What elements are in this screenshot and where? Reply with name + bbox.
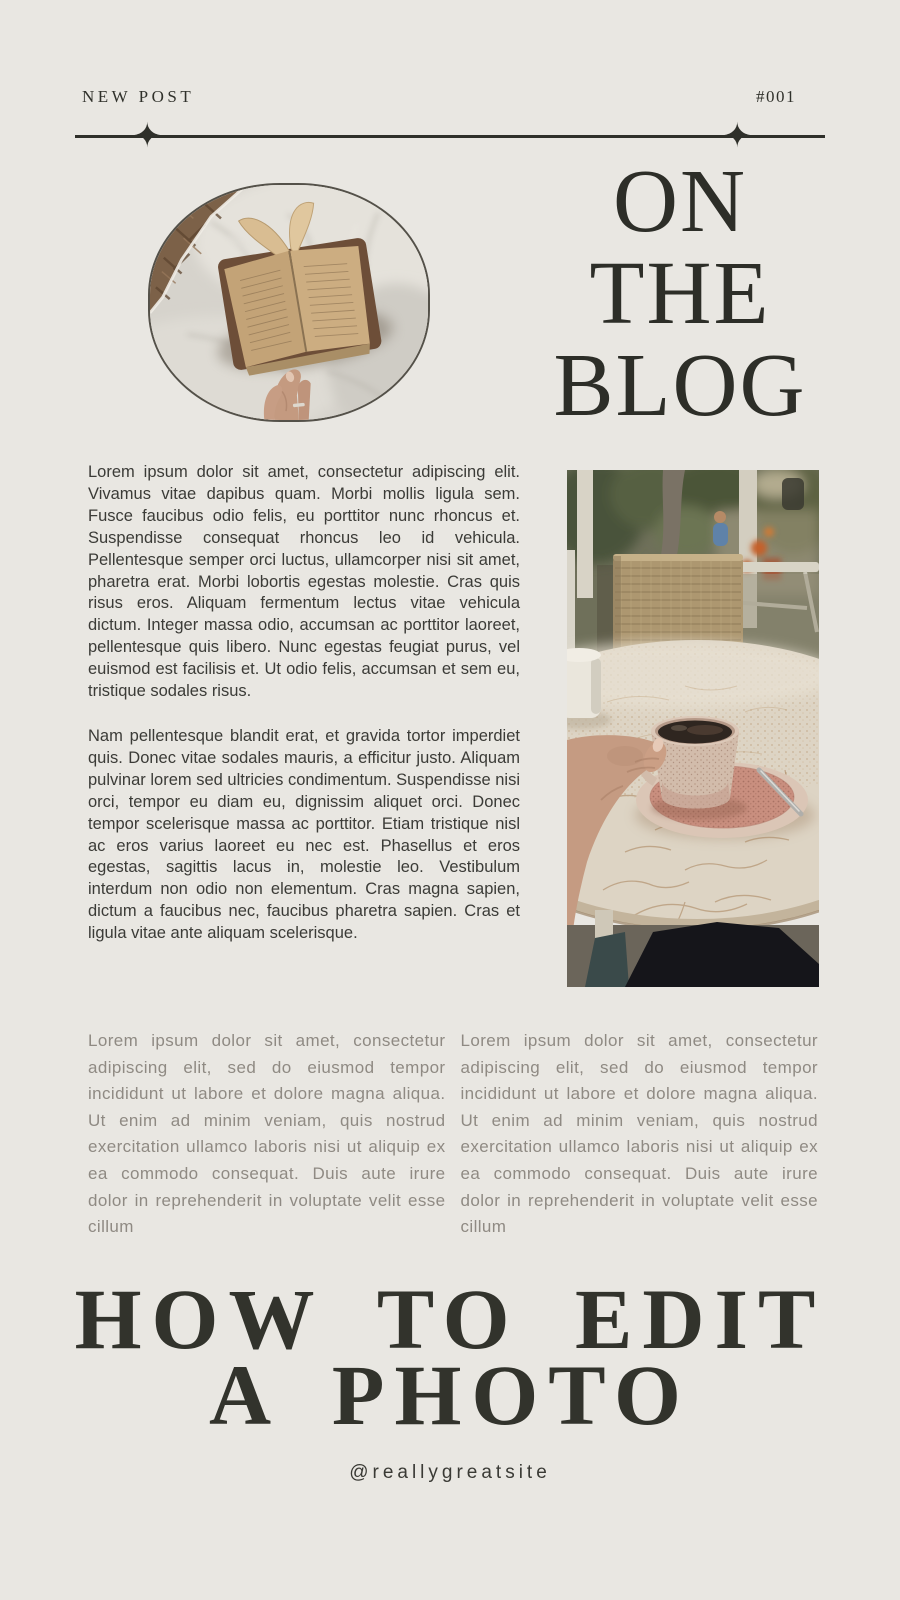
- blog-title-line: ON: [613, 152, 747, 251]
- footer-heading-line: A PHOTO: [209, 1347, 691, 1443]
- footer-heading: [0, 1271, 900, 1443]
- social-handle: @reallygreatsite: [349, 1462, 551, 1483]
- footer-heading-line: HOW TO EDIT: [74, 1271, 826, 1367]
- body-paragraph-2: Nam pellentesque blandit erat, et gravida tortor imperdiet quis. Donec vitae sodales mauris, a efficitur justo. Aliquam pulvinar lorem sed ultricies condimentum. Suspendisse nisi orci, tempor eu diam eu, dignissim aliquet orci. Donec tempor scelerisque massa ac porttitor. Etiam tristique nisl ac eros varius laoreet eu nec est. Phasellus et eros egestas, sagittis lacus in, molestie leo. Vestibulum interdum non odio non elementum. Cras magna sapien, dictum a faucibus nec, faucibus pharetra sapien. Cras et ligula vitae ante aliquam scelerisque.: [88, 726, 520, 943]
- coffee-photo: [567, 470, 819, 987]
- column-left: Lorem ipsum dolor sit amet, consectetur adipiscing elit, sed do eiusmod tempor incididunt ut labore et dolore magna aliqua. Ut enim ad minim veniam, quis nostrud exercitation ullamco laboris nisi ut aliquip ex ea commodo consequat. Duis aute irure dolor in reprehenderit in voluptate velit esse cillum: [88, 1031, 446, 1237]
- book-photo: [148, 183, 430, 422]
- divider-line: [75, 135, 825, 138]
- issue-number: #001: [756, 87, 796, 106]
- header-label-new-post: NEW POST: [82, 87, 195, 106]
- blog-title-line: BLOG: [553, 336, 807, 435]
- book-photo-illustration: [150, 185, 428, 420]
- coffee-photo-illustration: [567, 470, 819, 987]
- two-column-section: [88, 1028, 818, 1241]
- sparkle-icon: ✦: [133, 117, 162, 155]
- column-right: Lorem ipsum dolor sit amet, consectetur adipiscing elit, sed do eiusmod tempor incididunt ut labore et dolore magna aliqua. Ut enim ad minim veniam, quis nostrud exercitation ullamco laboris nisi ut aliquip ex ea commodo consequat. Duis aute irure dolor in reprehenderit in voluptate velit esse cillum: [460, 1031, 818, 1237]
- blog-title-line: THE: [589, 244, 771, 343]
- article-body: [88, 462, 520, 968]
- body-paragraph-1: Lorem ipsum dolor sit amet, consectetur adipiscing elit. Vivamus vitae dapibus quam. Morbi mollis ligula sem. Fusce faucibus odio felis, eu porttitor nunc rhoncus et. Suspendisse consequat rhoncus leo id vehicula. Pellentesque semper orci luctus, ullamcorper nisi sit amet, pharetra erat. Morbi lobortis egestas molestie. Cras quis risus eros. Aliquam fermentum lectus vitae vehicula dictum. Integer massa odio, accumsan ac porttitor laoreet, pellentesque quis libero. Nunc egestas feugiat purus, vel euismod est facilisis et. Ut odio felis, accumsan et sem eu, tristique sodales risus.: [88, 463, 520, 701]
- sparkle-icon: ✦: [723, 117, 752, 155]
- blog-title: [500, 152, 860, 435]
- background-person: [713, 511, 728, 546]
